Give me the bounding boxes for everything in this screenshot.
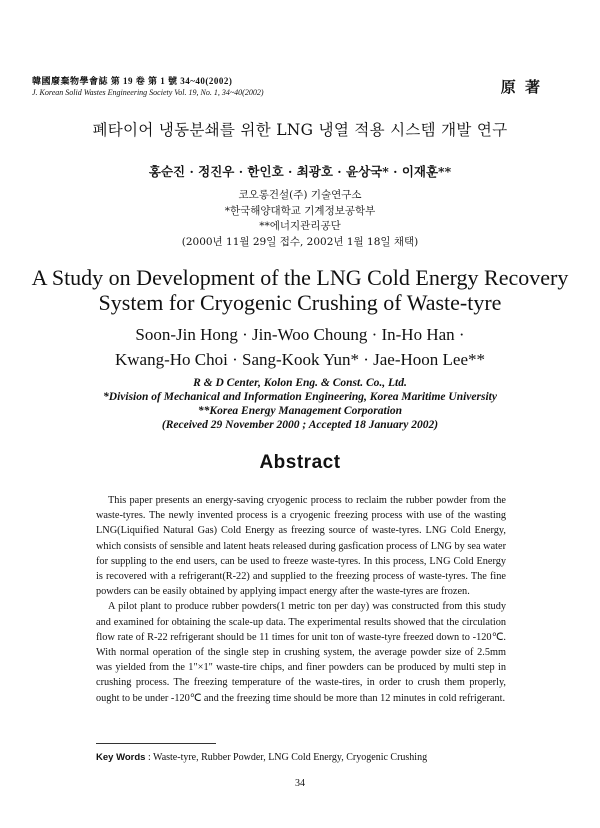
- title-english-line: System for Cryogenic Crushing of Waste-tyre: [98, 290, 502, 315]
- article-type-badge: 原 著: [500, 78, 542, 96]
- title-english: [0, 265, 600, 315]
- keywords: [96, 752, 427, 763]
- journal-line-korean: 韓國廢棄物學會誌 第 19 卷 第 1 號 34~40(2002): [32, 76, 233, 86]
- title-english-line: A Study on Development of the LNG Cold Energy Recovery: [31, 265, 569, 290]
- affiliation-english: R & D Center, Kolon Eng. & Const. Co., Ltd.: [193, 377, 407, 389]
- authors-english: [0, 322, 600, 372]
- abstract-paragraph: A pilot plant to produce rubber powders(1 metric ton per day) was constructed from this study and examined for obtaining the scale-up data. The experimental results showed that the circulation flow rate of R-22 refrigerant should be 11 times for unit ton of waste-tyre freezed down to -120℃. With normal operation of the single step in crushing system, the average powder size of 2.5mm was yielded from the 1"×1" waste-tire chips, and finer powders can be produced by multi step in crushing process. The freezing temperature of the waste-tires, in order to crush them properly, ought to be under -120℃ and the freezing time should be more than 12 minutes in cold refrigerant.: [96, 601, 506, 704]
- affiliation-korean: *한국해양대학교 기계정보공학부: [224, 204, 376, 217]
- abstract-heading: Abstract: [259, 452, 341, 473]
- affiliation-english: *Division of Mechanical and Information Engineering, Korea Maritime University: [103, 391, 497, 403]
- received-dates-korean: (2000년 11월 29일 접수, 2002년 1월 18일 채택): [181, 235, 419, 248]
- received-dates-english: (Received 29 November 2000 ; Accepted 18 January 2002): [161, 419, 439, 431]
- authors-english-line: Kwang-Ho Choi · Sang-Kook Yun* · Jae-Hoon Lee**: [115, 350, 485, 369]
- affiliation-korean: 코오롱건설(주) 기술연구소: [238, 189, 362, 201]
- footnote-divider: [96, 743, 216, 744]
- keywords-label: Key Words: [96, 752, 146, 763]
- journal-line-english: J. Korean Solid Wastes Engineering Society Vol. 19, No. 1, 34~40(2002): [32, 88, 264, 97]
- keywords-text: : Waste-tyre, Rubber Powder, LNG Cold Energy, Cryogenic Crushing: [145, 752, 428, 763]
- authors-korean: 홍순진 · 정진우 · 한인호 · 최광호 · 윤상국* · 이재훈**: [148, 164, 452, 179]
- affiliation-english: **Korea Energy Management Corporation: [197, 405, 403, 417]
- title-korean: 폐타이어 냉동분쇄를 위한 LNG 냉열 적용 시스템 개발 연구: [92, 121, 508, 139]
- abstract-body: [96, 493, 506, 706]
- journal-header: [32, 76, 264, 98]
- authors-english-line: Soon-Jin Hong · Jin-Woo Choung · In-Ho Han ·: [135, 325, 465, 344]
- affiliation-korean: **에너지관리공단: [259, 220, 341, 232]
- abstract-paragraph: This paper presents an energy-saving cryogenic process to reclaim the rubber powder from the waste-tyres. The newly invented process is a cryogenic freezing process with use of the wasting LNG(Liquified Natural Gas) Cold Energy as freezing source of waste-tyres. LNG Cold Energy, which consists of sensible and latent heats released during gasfication process of LNG by sea water for suppling to the end users, can be used to freeze waste-tyres. In this process, LNG Cold Energy is recovered with a refrigerant(R-22) and supplied to the freezing process of waste-tyres. The fine powders can be easily obtained by applying impact energy after the waste-tyres are frozen.: [96, 495, 506, 598]
- affiliations-english: [0, 376, 600, 432]
- page-number: 34: [295, 778, 305, 789]
